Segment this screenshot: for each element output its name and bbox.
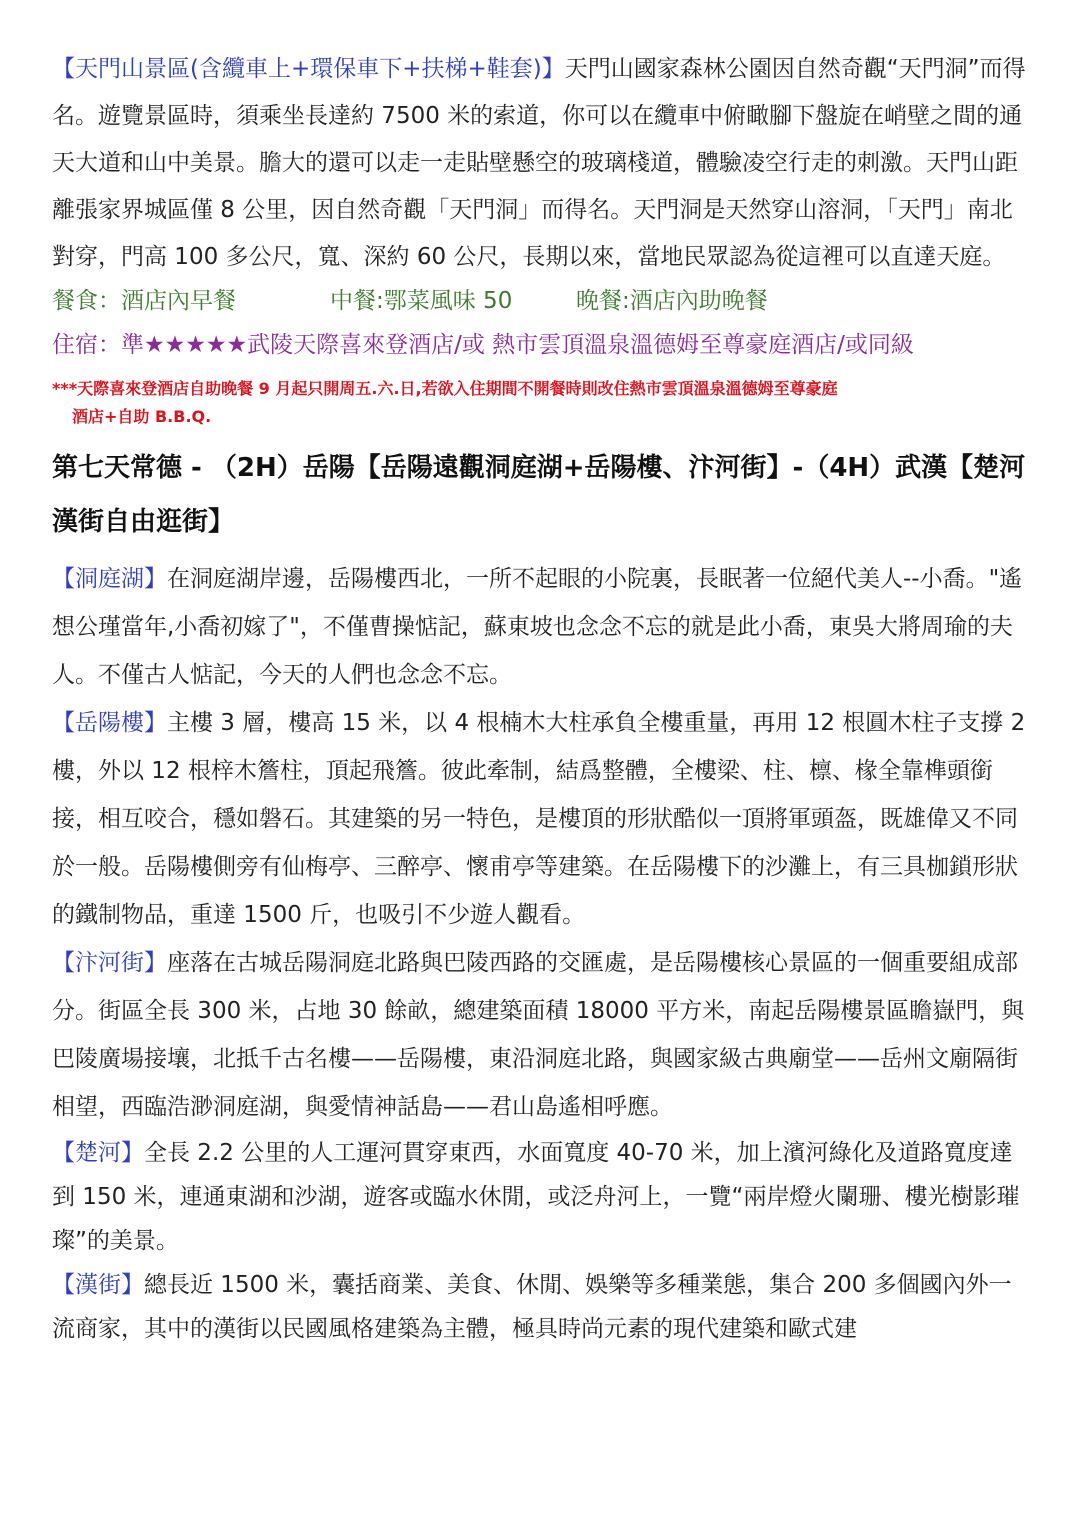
section-yueyang bbox=[52, 699, 1027, 939]
tianmen-text: 天門山國家森林公園因自然奇觀“天門洞”而得名。遊覽景區時，須乘坐長達約 7500 米的索道，你可以在纜車中俯瞰腳下盤旋在峭壁之間的通天大道和山中美景。膽大的還可以走一走貼壁懸空的玻璃棧道，體驗凌空行走的刺激。天門山距離張家界城區僅 8 公里，因自然奇觀「天門洞」而得名。天門洞是天然穿山溶洞，「天門」南北對穿，門高 100 多公尺，寬、深約 60 公尺，長期以來，當地民眾認為從這裡可以直達天庭。 bbox=[52, 56, 1026, 270]
hotel-note-line2: 酒店+自助 B.B.Q. bbox=[72, 407, 212, 426]
meal-lunch: 中餐:鄂菜風味 50 bbox=[330, 288, 513, 314]
day7-title: 第七天常德 - （2H）岳陽【岳陽遠觀洞庭湖+岳陽樓、汴河街】-（4H）武漢【楚河漢街自由逛街】 bbox=[52, 453, 1026, 537]
section-bianhe bbox=[52, 939, 1027, 1131]
meal-dinner: 晚餐:酒店內助晚餐 bbox=[576, 288, 768, 314]
itinerary-page bbox=[52, 46, 1027, 1351]
tianmen-title: 【天門山景區(含纜車上+環保車下+扶梯+鞋套)】 bbox=[52, 56, 565, 82]
section-bianhe-text: 座落在古城岳陽洞庭北路與巴陵西路的交匯處，是岳陽樓核心景區的一個重要組成部分。街區全長 300 米，占地 30 餘畝，總建築面積 18000 平方米，南起岳陽樓景區瞻嶽門，與巴陵廣場接壤，北抵千古名樓——岳陽樓，東沿洞庭北路，與國家級古典廟堂——岳州文廟隔街相望，西臨浩渺洞庭湖，與愛情神話島——君山島遙相呼應。 bbox=[52, 950, 1025, 1120]
section-dongting-text: 在洞庭湖岸邊，岳陽樓西北，一所不起眼的小院裏，長眠著一位絕代美人--小喬。"遙想公瑾當年,小喬初嫁了"，不僅曹操惦記，蘇東坡也念念不忘的就是此小喬，東吳大將周瑜的夫人。不僅古人惦記，今天的人們也念念不忘。 bbox=[52, 566, 1023, 688]
meals-line bbox=[52, 281, 1027, 321]
section-hanjie-text: 總長近 1500 米，囊括商業、美食、休閒、娛樂等多種業態，集合 200 多個國內外一流商家，其中的漢街以民國風格建築為主體，極具時尚元素的現代建築和歐式建 bbox=[52, 1272, 1012, 1342]
section-hanjie-title: 【漢街】 bbox=[52, 1272, 144, 1298]
section-chuhe-text: 全長 2.2 公里的人工運河貫穿東西，水面寬度 40-70 米，加上濱河綠化及道路寬度達到 150 米，連通東湖和沙湖，遊客或臨水休閒，或泛舟河上，一覽“兩岸燈火闌珊、樓光樹影璀璨”的美景。 bbox=[52, 1140, 1020, 1254]
meal-breakfast: 餐食：酒店內早餐 bbox=[52, 288, 236, 314]
hotel-line: 住宿：準★★★★★武陵天際喜來登酒店/或 熱市雲頂溫泉溫德姆至尊豪庭酒店/或同級 bbox=[52, 332, 914, 358]
section-yueyang-text: 主樓 3 層，樓高 15 米，以 4 根楠木大柱承負全樓重量，再用 12 根圓木柱子支撐 2 樓，外以 12 根梓木簷柱，頂起飛簷。彼此牽制，結爲整體，全樓梁、柱、檩、椽全靠榫頭銜接，相互咬合，穩如磐石。其建築的另一特色，是樓頂的形狀酷似一頂將軍頭盔，既雄偉又不同於一般。岳陽樓側旁有仙梅亭、三醉亭、懷甫亭等建築。在岳陽樓下的沙灘上，有三具枷鎖形狀的鐵制物品，重達 1500 斤，也吸引不少遊人觀看。 bbox=[52, 710, 1026, 928]
section-hanjie bbox=[52, 1263, 1027, 1351]
section-yueyang-title: 【岳陽樓】 bbox=[52, 710, 167, 736]
section-bianhe-title: 【汴河街】 bbox=[52, 950, 167, 976]
section-chuhe-title: 【楚河】 bbox=[52, 1140, 144, 1166]
hotel-note-line1: ***天際喜來登酒店自助晚餐 9 月起只開周五.六.日,若欲入住期間不開餐時則改住熱市雲頂溫泉溫德姆至尊豪庭 bbox=[52, 379, 838, 398]
section-dongting-title: 【洞庭湖】 bbox=[52, 566, 167, 592]
tianmen-paragraph bbox=[52, 46, 1027, 281]
section-dongting bbox=[52, 555, 1027, 699]
hotel-note bbox=[52, 375, 1027, 431]
section-chuhe bbox=[52, 1131, 1027, 1263]
